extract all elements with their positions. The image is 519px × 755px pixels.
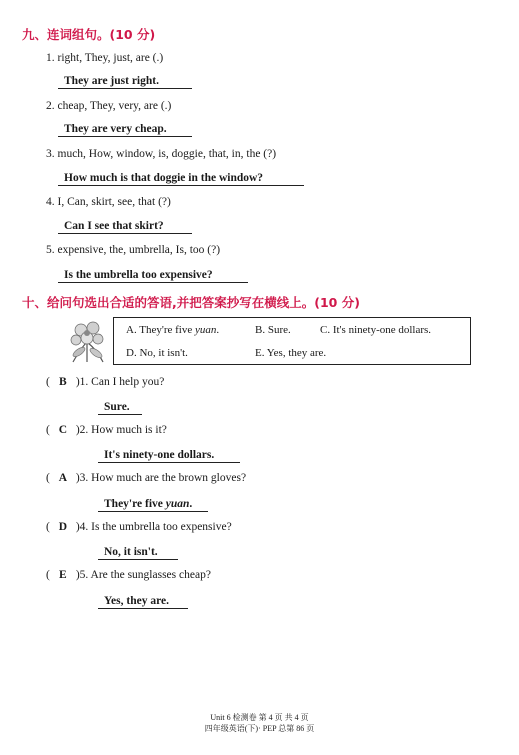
question-2: 2. cheap, They, very, are (.) <box>46 100 172 112</box>
dialogue-item-1 <box>46 376 164 388</box>
open-paren: ( <box>46 569 50 581</box>
option-a-text: A. They're five <box>126 324 195 336</box>
answer-1: They are just right. <box>58 74 192 89</box>
options-box <box>113 317 471 365</box>
section-9-title: 九、连词组句。(10 分) <box>22 27 156 42</box>
question-3: 3. much, How, window, is, doggie, that, in, the (?) <box>46 148 277 160</box>
choice-letter-2: C <box>58 424 67 436</box>
dialogue-item-3 <box>46 472 246 484</box>
answer-4: Can I see that skirt? <box>58 219 192 234</box>
answer-2: They are very cheap. <box>58 122 192 137</box>
question-4: 4. I, Can, skirt, see, that (?) <box>46 196 171 208</box>
dialogue-question-4: )4. Is the umbrella too expensive? <box>75 521 232 533</box>
option-b: B. Sure. <box>255 324 291 336</box>
choice-letter-1: B <box>59 376 67 388</box>
dialogue-answer-4: No, it isn't. <box>98 545 178 560</box>
open-paren: ( <box>46 376 50 388</box>
open-paren: ( <box>46 472 50 484</box>
open-paren: ( <box>46 424 50 436</box>
dialogue-answer-2: It's ninety-one dollars. <box>98 448 240 463</box>
dialogue-answer-5: Yes, they are. <box>98 594 188 609</box>
footer-line-1: Unit 6 检测卷 第 4 页 共 4 页 <box>210 713 309 722</box>
answer-3: How much is that doggie in the window? <box>58 171 304 186</box>
dialogue-question-3: )3. How much are the brown gloves? <box>75 472 247 484</box>
dialogue-answer-3-text: They're five <box>104 498 166 510</box>
option-a <box>126 324 219 336</box>
dialogue-answer-1: Sure. <box>98 400 142 415</box>
flower-icon <box>63 318 111 364</box>
dialogue-item-2 <box>46 424 167 436</box>
dialogue-question-1: )1. Can I help you? <box>75 376 165 388</box>
option-a-period: . <box>216 324 220 336</box>
choice-letter-5: E <box>59 569 67 581</box>
dialogue-answer-3-period: . <box>189 498 193 510</box>
answer-5: Is the umbrella too expensive? <box>58 268 248 283</box>
question-1: 1. right, They, just, are (.) <box>46 52 164 64</box>
open-paren: ( <box>46 521 50 533</box>
dialogue-item-4 <box>46 521 232 533</box>
question-5: 5. expensive, the, umbrella, Is, too (?) <box>46 244 221 256</box>
dialogue-answer-3 <box>98 497 208 512</box>
footer-line-2: 四年级英语(下)· PEP 总第 86 页 <box>204 724 315 733</box>
choice-letter-4: D <box>58 521 67 533</box>
dialogue-answer-3-yuan: yuan <box>165 498 190 510</box>
dialogue-question-2: )2. How much is it? <box>75 424 167 436</box>
section-10-title: 十、给问句选出合适的答语,并把答案抄写在横线上。(10 分) <box>22 295 360 310</box>
dialogue-question-5: )5. Are the sunglasses cheap? <box>75 569 211 581</box>
option-e: E. Yes, they are. <box>255 347 327 359</box>
option-d: D. No, it isn't. <box>126 347 188 359</box>
dialogue-item-5 <box>46 569 211 581</box>
option-c: C. It's ninety-one dollars. <box>320 324 432 336</box>
choice-letter-3: A <box>58 472 67 484</box>
option-a-yuan: yuan <box>194 324 217 336</box>
